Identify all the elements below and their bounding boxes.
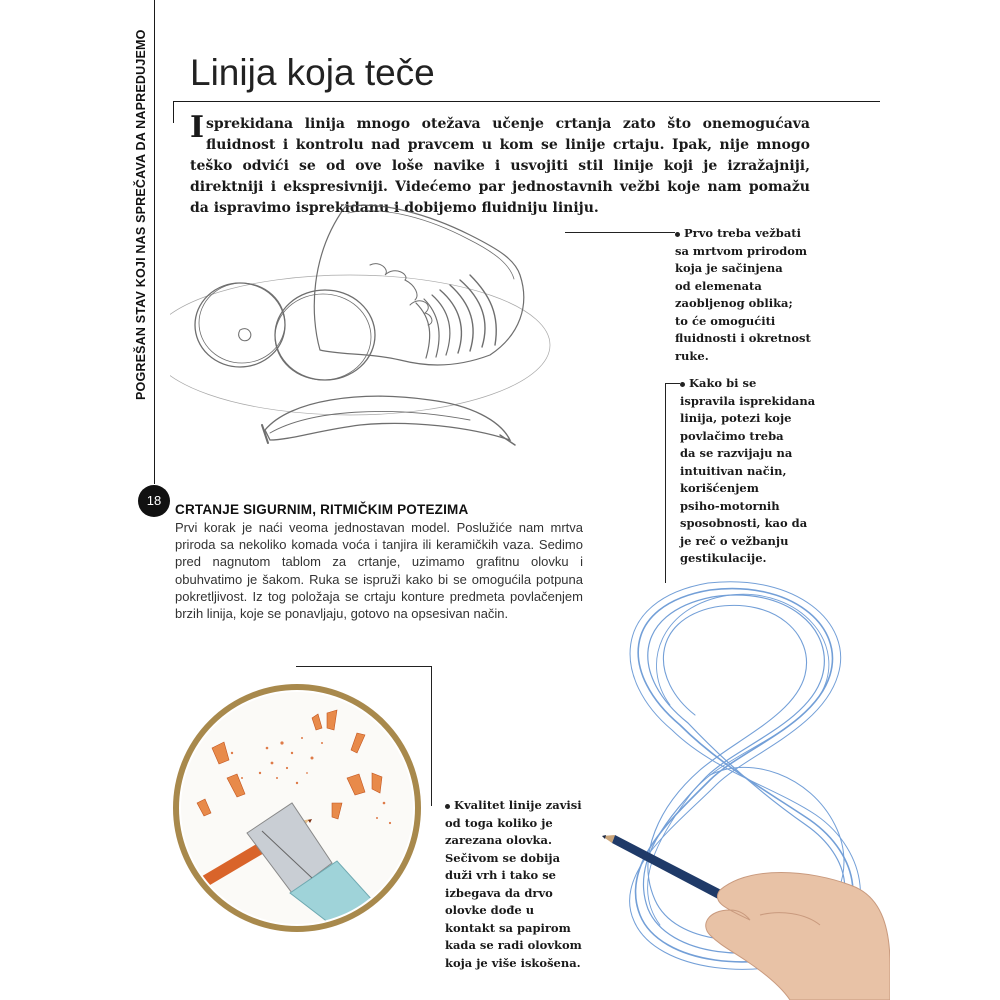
- title-tick: [173, 101, 174, 123]
- note1-line: to će omogućiti: [675, 313, 776, 328]
- note1-leader: [565, 232, 675, 233]
- page-number: 18: [138, 485, 170, 517]
- bullet-icon: [680, 382, 685, 387]
- figure-eight-drawing-image: [560, 565, 890, 1000]
- note2-line: sposobnosti, kao da: [680, 516, 808, 530]
- note3-line: Kvalitet linije zavisi: [454, 798, 582, 812]
- note2-line: povlačimo treba: [680, 428, 784, 443]
- note1-line: ruke.: [675, 348, 709, 363]
- note3-line: zarezana olovka.: [445, 833, 552, 847]
- note2-line: da se razvijaju na: [680, 446, 793, 460]
- note1-line: sa mrtvom prirodom: [675, 243, 808, 258]
- note3-line: olovke dođe u: [445, 903, 535, 917]
- note2-line: linija, potezi koje: [680, 411, 792, 425]
- note2-line: je reč o vežbanju: [680, 533, 789, 548]
- note3-line: duži vrh i tako se: [445, 868, 556, 882]
- still-life-sketch-image: [170, 195, 610, 465]
- running-title: POGREŠAN STAV KOJI NAS SPREČAVA DA NAPREDUJEMO: [134, 29, 148, 400]
- pencil-sharpening-image: [172, 683, 422, 933]
- page-title: Linija koja teče: [190, 52, 435, 93]
- section-heading: CRTANJE SIGURNIM, RITMIČKIM POTEZIMA: [175, 502, 469, 517]
- note2-line: Kako bi se: [689, 376, 757, 390]
- title-rule: [173, 101, 880, 102]
- intro-text: sprekidana linija mnogo otežava učenje crtanja zato što onemogućava fluidnost i kontrolu nad pravcem u kom se linije crtaju. Ipak, nije mnogo teško odvići se od ove loše navike i usvojiti stil linije koji je izražajniji, direktniji i ekspresivniji. Videćemo par jednostavnih vežbi koje nam pomažu da ispravimo isprekidanu i dobijemo fluidniju liniju.: [190, 116, 810, 216]
- bullet-icon: [675, 232, 680, 237]
- note2-line: intuitivan način,: [680, 463, 787, 478]
- note2-line: korišćenjem: [680, 481, 759, 495]
- note1-line: Prvo treba vežbati: [684, 226, 801, 240]
- note-1: [675, 225, 825, 365]
- note-3: [445, 797, 595, 972]
- note1-line: od elemenata: [675, 278, 762, 293]
- note3-leader-vertical: [431, 666, 432, 806]
- note3-line: Sečivom se dobija: [445, 850, 561, 865]
- note3-line: kada se radi olovkom: [445, 938, 582, 952]
- note2-line: gestikulacije.: [680, 551, 767, 565]
- drop-cap: I: [190, 110, 205, 145]
- note2-leader-tick: [665, 383, 680, 384]
- note2-line: psiho-motornih: [680, 498, 780, 513]
- note3-leader: [296, 666, 431, 667]
- section-body: Prvi korak je naći veoma jednostavan model. Poslužiće nam mrtva priroda sa nekoliko komada voća i tanjira ili keramičkih vaza. Sedimo pred nagnutom tablom za crtanje, uzimamo grafitnu olovku i obuhvatimo je šakom. Ruka se ispruži kako bi se omogućila potpuna pokretljivost. Iz tog položaja se crtaju konture predmeta povlačenjem brzih linija, koje se ponavljaju, gotovo na opsesivan način.: [175, 520, 583, 622]
- note1-line: zaobljenog oblika;: [675, 296, 793, 310]
- note1-line: fluidnosti i okretnost: [675, 331, 811, 345]
- note2-leader: [665, 383, 666, 583]
- note3-line: od toga koliko je: [445, 815, 553, 830]
- note3-line: koja je više iskošena.: [445, 955, 581, 970]
- sidebar-rule: [154, 0, 155, 484]
- hand-icon: [706, 873, 890, 1000]
- note1-line: koja je sačinjena: [675, 261, 783, 275]
- note-2: [680, 375, 830, 568]
- note3-line: kontakt sa papirom: [445, 920, 571, 935]
- note2-line: ispravila isprekidana: [680, 393, 816, 408]
- note3-line: izbegava da drvo: [445, 885, 553, 900]
- bullet-icon: [445, 804, 450, 809]
